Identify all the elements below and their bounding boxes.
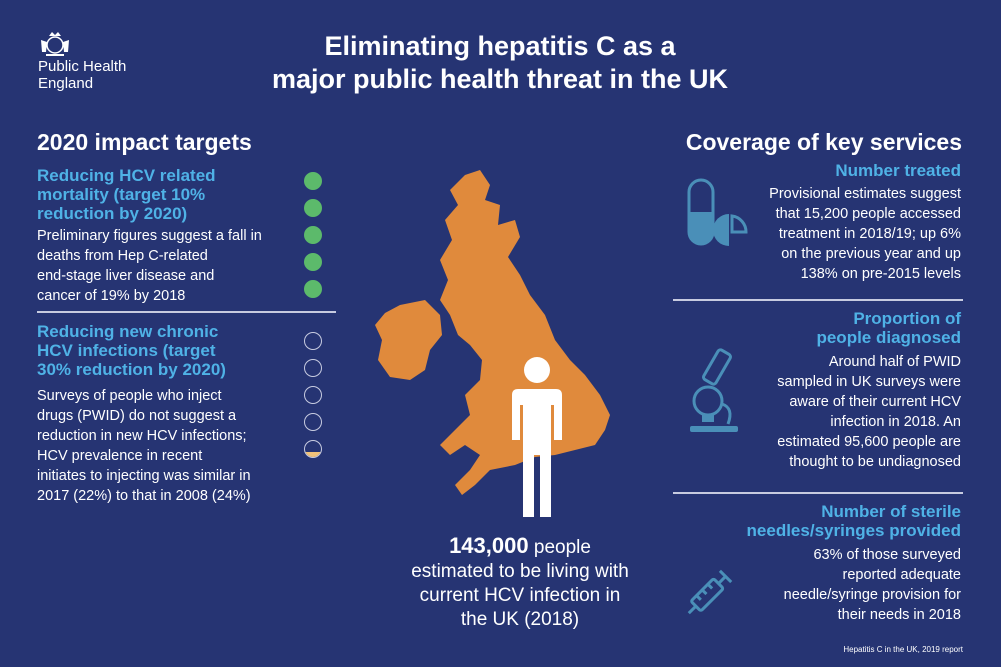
target1-body-line: deaths from Hep C-related	[37, 248, 208, 264]
target2-body	[37, 386, 297, 506]
target2-body-line: drugs (PWID) do not suggest a	[37, 408, 237, 424]
target2-body-line: reduction in new HCV infections;	[37, 428, 247, 444]
s3-body-line: 63% of those surveyed	[813, 547, 961, 563]
footer-source: Hepatitis C in the UK, 2019 report	[843, 645, 963, 654]
syringe-icon	[676, 558, 744, 626]
progress-circle-filled	[304, 253, 322, 271]
target1-body-line: Preliminary figures suggest a fall in	[37, 228, 262, 244]
target2-title	[37, 322, 287, 379]
s2-title-line: people diagnosed	[816, 328, 961, 347]
hcv-line-3: current HCV infection in	[419, 585, 621, 606]
progress-circle-empty	[304, 359, 322, 377]
logo-line-1: Public Health	[38, 58, 127, 75]
progress-circle-empty	[304, 332, 322, 350]
microscope-icon	[682, 346, 748, 438]
logo-line-2: England	[38, 75, 94, 92]
progress-circle-empty	[304, 413, 322, 431]
target1-body-line: cancer of 19% by 2018	[37, 288, 186, 304]
impact-targets-heading: 2020 impact targets	[37, 129, 252, 155]
s1-body-line: on the previous year and up	[781, 246, 961, 262]
target1-body-line: end-stage liver disease and	[37, 268, 215, 284]
uk-map	[370, 165, 630, 545]
page-title	[200, 30, 800, 96]
title-line-1: Eliminating hepatitis C as a	[324, 31, 676, 61]
right-divider-1	[673, 299, 963, 301]
target1-title-line: reduction by 2020)	[37, 204, 188, 223]
s1-body-line: Provisional estimates suggest	[769, 186, 961, 202]
s1-body	[769, 184, 961, 284]
target2-body-line: initiates to injecting was similar in	[37, 468, 251, 484]
progress-circle-filled	[304, 199, 322, 217]
coverage-heading: Coverage of key services	[685, 129, 962, 155]
target1-title	[37, 166, 287, 223]
s3-body	[784, 545, 961, 625]
s2-body-line: thought to be undiagnosed	[789, 454, 961, 470]
s3-title-line: Number of sterile	[821, 502, 961, 521]
s2-body	[777, 352, 961, 472]
progress-circle-filled	[304, 226, 322, 244]
s1-body-line: 138% on pre-2015 levels	[800, 266, 961, 282]
ireland-shape	[375, 300, 442, 380]
s2-body-line: sampled in UK surveys were	[777, 374, 961, 390]
title-line-2: major public health threat in the UK	[271, 64, 729, 94]
s2-title	[816, 309, 961, 347]
s2-body-line: Around half of PWID	[828, 354, 961, 370]
s1-body-line: treatment in 2018/19; up 6%	[778, 226, 961, 242]
pill-chart-icon	[683, 176, 749, 250]
s2-body-line: aware of their current HCV	[789, 394, 961, 410]
progress-circle-empty	[304, 386, 322, 404]
target2-body-line: 2017 (22%) to that in 2008 (24%)	[37, 488, 251, 504]
hcv-estimate	[370, 534, 670, 632]
progress-circle-partial	[304, 440, 322, 458]
progress-circle-filled	[304, 172, 322, 190]
target2-title-line: HCV infections (target	[37, 341, 216, 360]
hcv-line-4: the UK (2018)	[460, 609, 580, 630]
s2-body-line: infection in 2018. An	[830, 414, 961, 430]
royal-crest-icon	[38, 30, 72, 58]
target2-title-line: 30% reduction by 2020)	[37, 360, 226, 379]
left-divider	[37, 311, 336, 313]
progress-circle-filled	[304, 280, 322, 298]
s1-body-line: that 15,200 people accessed	[775, 206, 961, 222]
target2-body-line: HCV prevalence in recent	[37, 448, 203, 464]
s2-body-line: estimated 95,600 people are	[777, 434, 961, 450]
s3-body-line: needle/syringe provision for	[783, 587, 961, 603]
hcv-line-1: people	[528, 537, 591, 558]
s2-title-line: Proportion of	[853, 309, 961, 328]
s3-title	[747, 502, 961, 540]
s3-body-line: reported adequate	[842, 567, 961, 583]
target2-title-line: Reducing new chronic	[37, 322, 219, 341]
s1-title-line: Number treated	[835, 161, 961, 180]
s1-title	[835, 161, 961, 180]
right-divider-2	[673, 492, 963, 494]
phe-logo	[38, 30, 126, 92]
hcv-line-2: estimated to be living with	[411, 561, 629, 582]
s3-body-line: their needs in 2018	[837, 607, 961, 623]
target1-body	[37, 226, 297, 306]
hcv-number: 143,000	[449, 533, 529, 558]
s3-title-line: needles/syringes provided	[746, 521, 961, 540]
target2-body-line: Surveys of people who inject	[37, 388, 222, 404]
target1-title-line: mortality (target 10%	[37, 185, 206, 204]
target1-title-line: Reducing HCV related	[37, 166, 216, 185]
